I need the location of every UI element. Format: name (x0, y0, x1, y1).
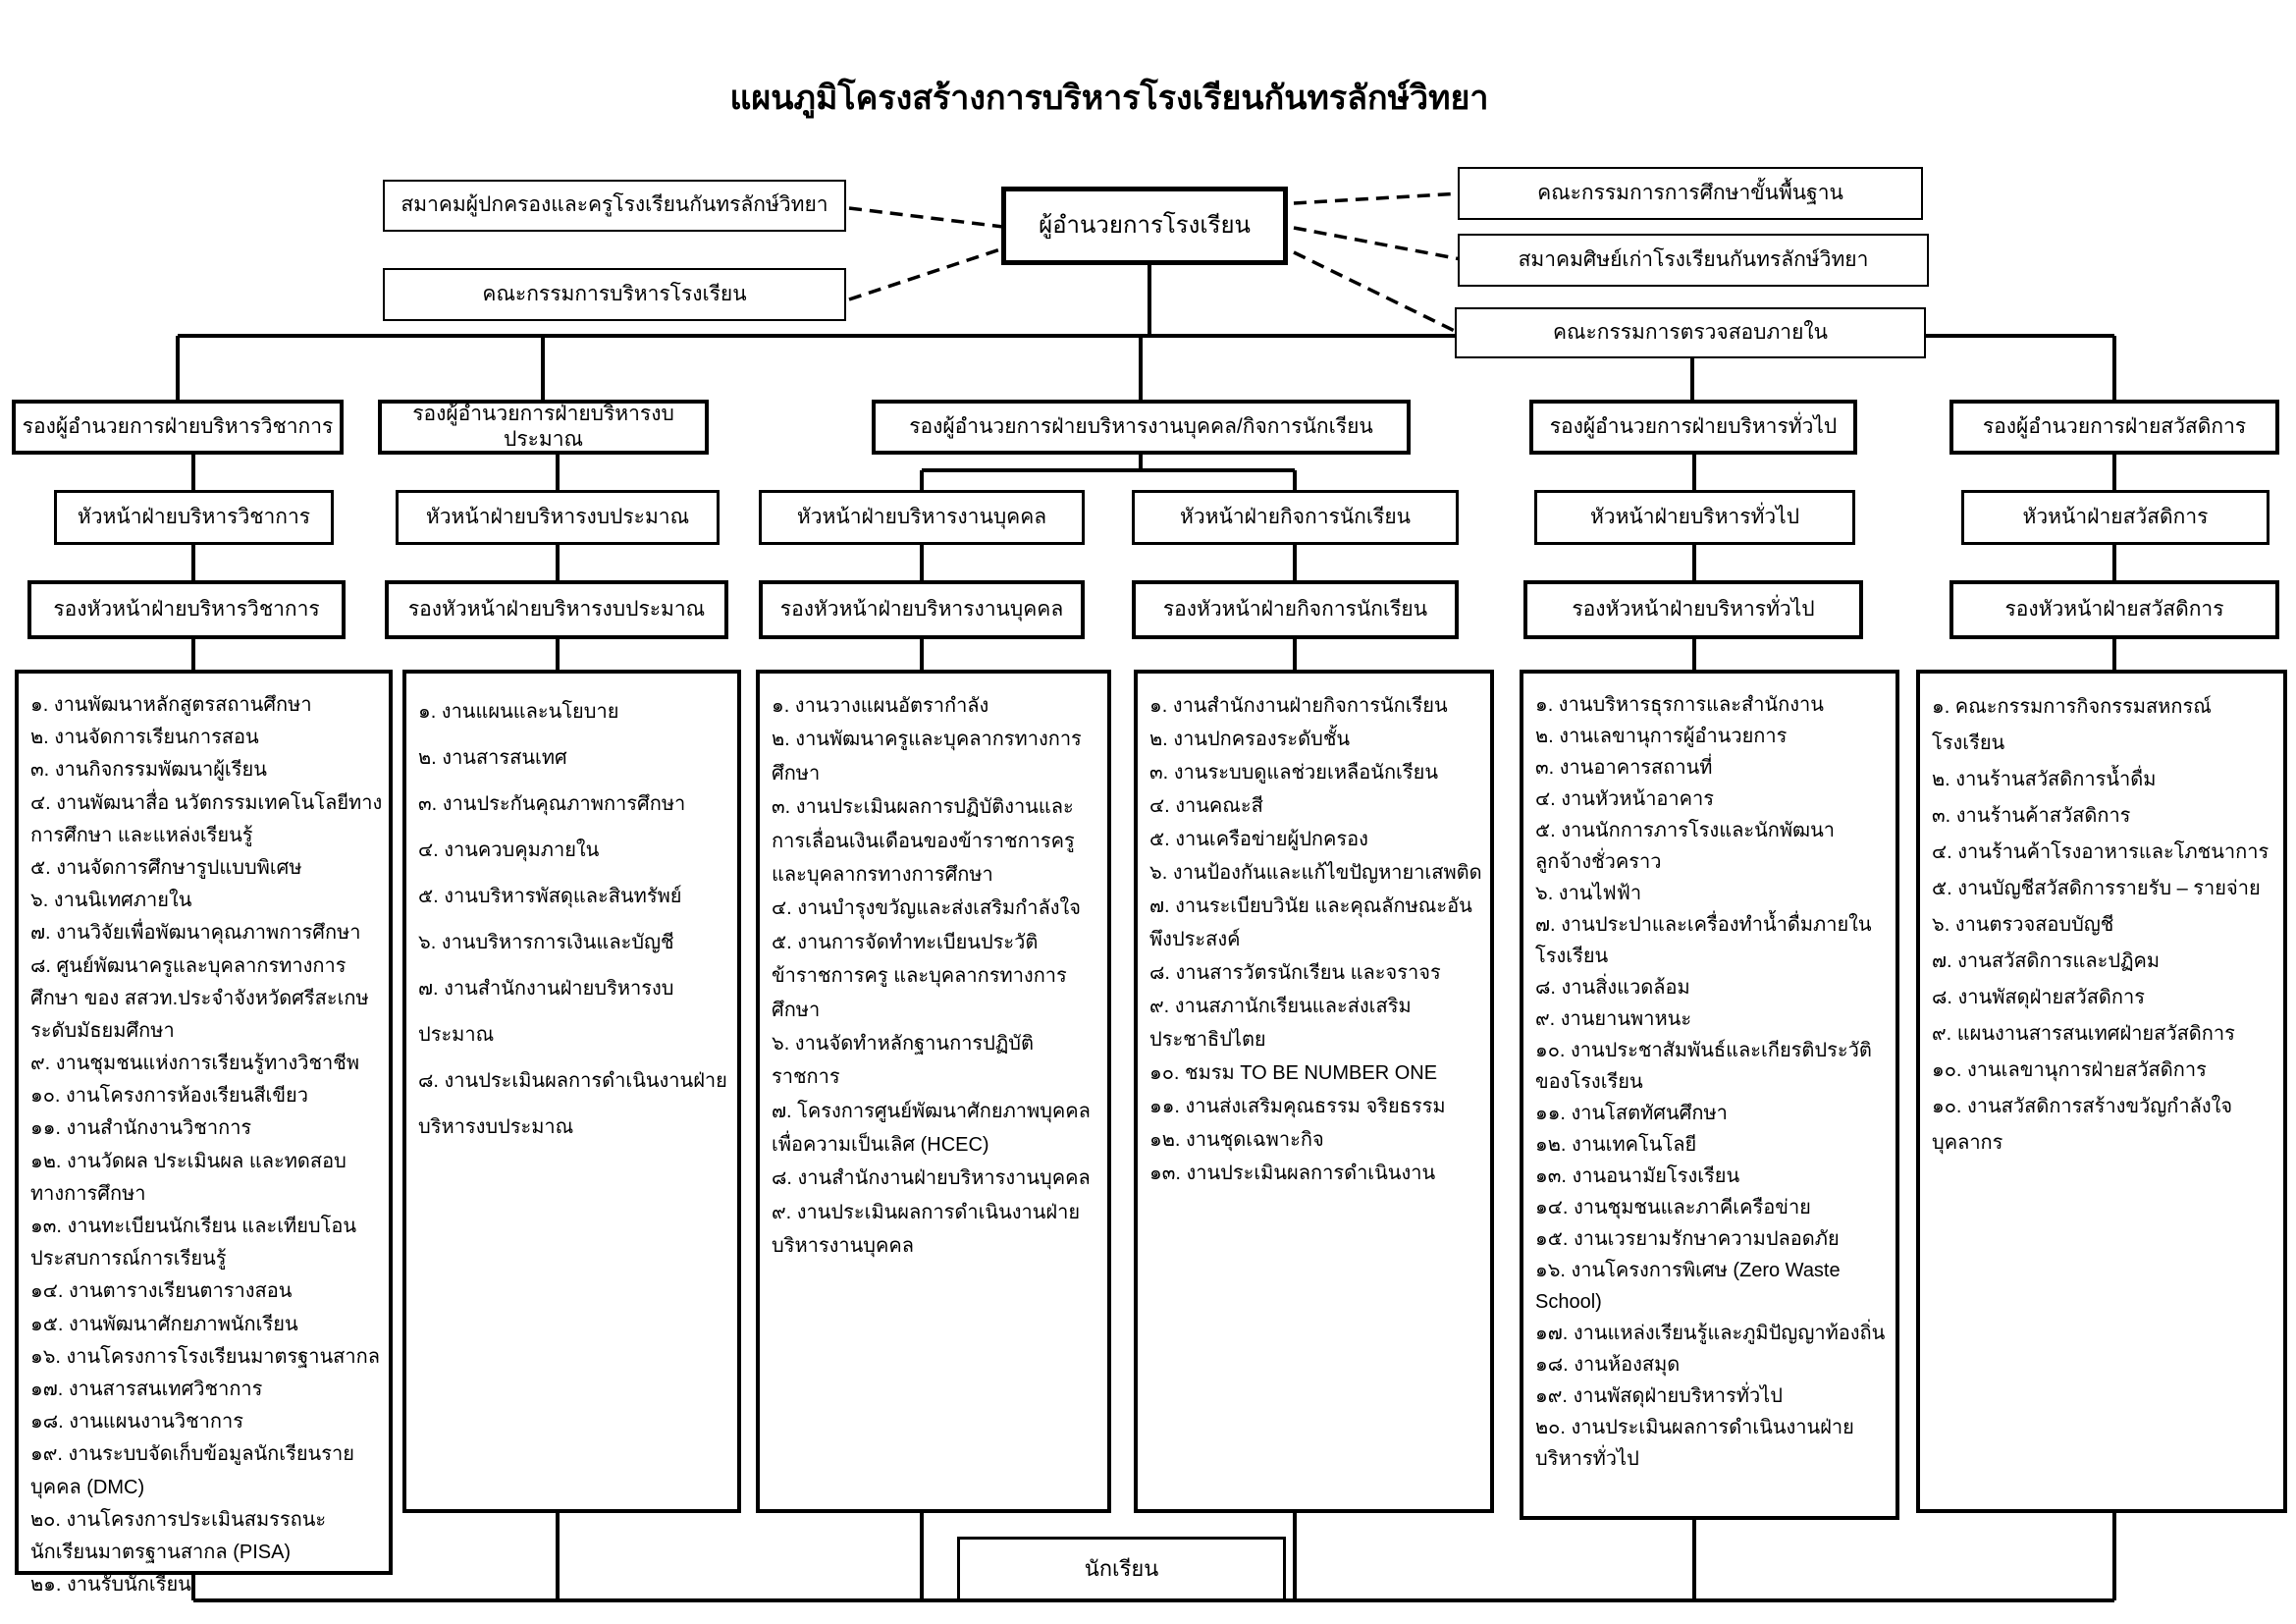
list-item: ๒. งานร้านสวัสดิการน้ำดื่ม (1932, 769, 2157, 790)
list-item: ๕. งานบัญชีสวัสดิการรายรับ – รายจ่าย (1932, 878, 2261, 899)
list-item: ๘. งานสำนักงานฝ่ายบริหารงานบุคคล (772, 1167, 1091, 1190)
list-item: ๙. แผนงานสารสนเทศฝ่ายสวัสดิการ (1932, 1023, 2235, 1045)
deputy-head-personnel-box: รองหัวหน้าฝ่ายบริหารงานบุคคล (759, 580, 1085, 639)
list-item: ๑. งานแผนและนโยบาย (418, 701, 619, 723)
list-item: ๒. งานพัฒนาครูและบุคลากรทางการศึกษา (772, 729, 1082, 785)
list-item: ๑๑. งานส่งเสริมคุณธรรม จริยธรรม (1149, 1096, 1446, 1117)
list-item: ๓. งานกิจกรรมพัฒนาผู้เรียน (30, 759, 267, 782)
parent-teacher-association-box: สมาคมผู้ปกครองและครูโรงเรียนกันทรลักษ์วิทยา (383, 180, 846, 232)
list-item: ๑๐. งานสวัสดิการสร้างขวัญกำลังใจบุคลากร (1932, 1096, 2233, 1154)
list-item: ๒๑. งานรับนักเรียน (30, 1574, 191, 1597)
duties-student-affairs-list (1134, 670, 1494, 1513)
basic-education-committee-box: คณะกรรมการการศึกษาขั้นพื้นฐาน (1458, 167, 1923, 220)
duties-budget-list (402, 670, 741, 1513)
list-item: ๑๒. งานเทคโนโลยี (1535, 1134, 1697, 1156)
list-item: ๒. งานสารสนเทศ (418, 747, 567, 769)
list-item: ๔. งานบำรุงขวัญและส่งเสริมกำลังใจ (772, 897, 1081, 920)
list-item: ๑๑. งานสำนักงานวิชาการ (30, 1117, 252, 1140)
list-item: ๑๕. งานเวรยามรักษาความปลอดภัย (1535, 1228, 1840, 1250)
list-item: ๑๓. งานอนามัยโรงเรียน (1535, 1165, 1740, 1187)
list-item: ๑๑. งานโสตทัศนศึกษา (1535, 1103, 1728, 1124)
list-item: ๔. งานพัฒนาสื่อ นวัตกรรมเทคโนโลยีทาง การศึกษา และแหล่งเรียนรู้ (30, 791, 383, 846)
list-item: ๕. งานนักการภารโรงและนักพัฒนา ลูกจ้างชั่วคราว (1535, 820, 1836, 873)
list-item: ๑๐. งานเลขานุการฝ่ายสวัสดิการ (1932, 1059, 2207, 1081)
list-item: ๑. คณะกรรมการกิจกรรมสหกรณ์โรงเรียน (1932, 696, 2212, 754)
list-item: ๘. งานสารวัตรนักเรียน และจราจร (1149, 962, 1441, 984)
list-item: ๒๐. งานโครงการประเมินสมรรถนะนักเรียนมาตรฐานสากล (PISA) (30, 1508, 327, 1563)
list-item: ๑๒. งานชุดเฉพาะกิจ (1149, 1129, 1324, 1151)
list-item: ๑๐. ชมรม TO BE NUMBER ONE (1149, 1062, 1438, 1084)
list-item: ๑๒. งานวัดผล ประเมินผล และทดสอบทางการศึกษา (30, 1150, 347, 1205)
list-item: ๖. งานตรวจสอบบัญชี (1932, 914, 2114, 936)
deputy-head-academic-box: รองหัวหน้าฝ่ายบริหารวิชาการ (27, 580, 346, 639)
list-item: ๘. งานพัสดุฝ่ายสวัสดิการ (1932, 987, 2145, 1008)
list-item: ๓. งานประกันคุณภาพการศึกษา (418, 793, 686, 815)
school-executive-committee-box: คณะกรรมการบริหารโรงเรียน (383, 268, 846, 321)
list-item: ๓. งานร้านค้าสวัสดิการ (1932, 805, 2131, 827)
deputy-head-budget-box: รองหัวหน้าฝ่ายบริหารงบประมาณ (385, 580, 728, 639)
duties-personnel-list (756, 670, 1111, 1513)
list-item: ๑. งานบริหารธุรการและสำนักงาน (1535, 694, 1824, 716)
list-item: ๑๔. งานตารางเรียนตารางสอน (30, 1280, 293, 1303)
list-item: ๑. งานวางแผนอัตรากำลัง (772, 695, 989, 717)
duties-general-admin-list (1520, 670, 1899, 1520)
list-item: ๑๗. งานสารสนเทศวิชาการ (30, 1378, 263, 1400)
list-item: ๙. งานประเมินผลการดำเนินงานฝ่ายบริหารงานบุคคล (772, 1201, 1081, 1258)
list-item: ๔. งานหัวหน้าอาคาร (1535, 788, 1715, 810)
list-item: ๓. งานอาคารสถานที่ (1535, 757, 1713, 779)
list-item: ๑๕. งานพัฒนาศักยภาพนักเรียน (30, 1313, 298, 1335)
list-item: ๖. งานป้องกันและแก้ไขปัญหายาเสพติด (1149, 862, 1482, 884)
list-item: ๙. งานยานพาหนะ (1535, 1008, 1692, 1030)
list-item: ๗. งานประปาและเครื่องทำน้ำดื่มภายในโรงเรียน (1535, 914, 1872, 967)
list-item: ๕. งานบริหารพัสดุและสินทรัพย์ (418, 886, 682, 907)
deputy-head-welfare-box: รองหัวหน้าฝ่ายสวัสดิการ (1949, 580, 2279, 639)
list-item: ๓. งานประเมินผลการปฏิบัติงานและการเลื่อนเงินเดือนของข้าราชการครูและบุคลากรทางการศึกษา (772, 796, 1075, 886)
list-item: ๘. ศูนย์พัฒนาครูและบุคลากรทางการศึกษา ของ สสวท.ประจำจังหวัดศรีสะเกษ ระดับมัธยมศึกษา (30, 954, 369, 1042)
list-item: ๑. งานพัฒนาหลักสูตรสถานศึกษา (30, 694, 312, 716)
list-item: ๑๘. งานแผนงานวิชาการ (30, 1411, 243, 1434)
list-item: ๑. งานสำนักงานฝ่ายกิจการนักเรียน (1149, 695, 1448, 717)
deputy-academic-box: รองผู้อำนวยการฝ่ายบริหารวิชาการ (12, 400, 344, 455)
head-student-affairs-box: หัวหน้าฝ่ายกิจการนักเรียน (1132, 490, 1459, 545)
list-item: ๕. งานเครือข่ายผู้ปกครอง (1149, 829, 1368, 850)
list-item: ๒. งานจัดการเรียนการสอน (30, 727, 259, 749)
head-personnel-box: หัวหน้าฝ่ายบริหารงานบุคคล (759, 490, 1085, 545)
list-item: ๑๐. งานโครงการห้องเรียนสีเขียว (30, 1085, 308, 1108)
head-welfare-box: หัวหน้าฝ่ายสวัสดิการ (1961, 490, 2269, 545)
deputy-budget-box: รองผู้อำนวยการฝ่ายบริหารงบประมาณ (378, 400, 709, 455)
internal-audit-committee-box: คณะกรรมการตรวจสอบภายใน (1455, 307, 1926, 358)
list-item: ๖. งานจัดทำหลักฐานการปฏิบัติราชการ (772, 1032, 1034, 1089)
head-general-admin-box: หัวหน้าฝ่ายบริหารทั่วไป (1534, 490, 1855, 545)
list-item: ๑๗. งานแหล่งเรียนรู้และภูมิปัญญาท้องถิ่น (1535, 1323, 1886, 1344)
list-item: ๒. งานเลขานุการผู้อำนวยการ (1535, 726, 1788, 747)
list-item: ๗. โครงการศูนย์พัฒนาศักยภาพบุคคลเพื่อความเป็นเลิศ (HCEC) (772, 1100, 1091, 1157)
list-item: ๙. งานสภานักเรียนและส่งเสริมประชาธิปไตย (1149, 996, 1412, 1051)
list-item: ๔. งานร้านค้าโรงอาหารและโภชนาการ (1932, 841, 2269, 863)
list-item: ๖. งานไฟฟ้า (1535, 883, 1642, 904)
list-item: ๑๖. งานโครงการโรงเรียนมาตรฐานสากล (30, 1345, 380, 1368)
list-item: ๑๐. งานประชาสัมพันธ์และเกียรติประวัติของโรงเรียน (1535, 1040, 1872, 1093)
deputy-welfare-box: รองผู้อำนวยการฝ่ายสวัสดิการ (1949, 400, 2279, 455)
list-item: ๙. งานชุมชนแห่งการเรียนรู้ทางวิชาชีพ (30, 1053, 360, 1075)
duties-academic-list (15, 670, 393, 1597)
duties-welfare-list (1916, 670, 2287, 1513)
list-item: ๔. งานคณะสี (1149, 795, 1263, 817)
head-budget-box: หัวหน้าฝ่ายบริหารงบประมาณ (396, 490, 720, 545)
list-item: ๘. งานประเมินผลการดำเนินงานฝ่ายบริหารงบประมาณ (418, 1070, 727, 1138)
list-item: ๗. งานสวัสดิการและปฏิคม (1932, 950, 2161, 972)
list-item: ๕. งานการจัดทำทะเบียนประวัติข้าราชการครู และบุคลากรทางการศึกษา (772, 931, 1067, 1021)
list-item: ๒. งานปกครองระดับชั้น (1149, 729, 1351, 750)
chart-title: แผนภูมิโครงสร้างการบริหารโรงเรียนกันทรลักษ์วิทยา (729, 80, 1489, 117)
list-item: ๓. งานระบบดูแลช่วยเหลือนักเรียน (1149, 762, 1439, 784)
list-item: ๘. งานสิ่งแวดล้อม (1535, 977, 1690, 999)
list-item: ๑๖. งานโครงการพิเศษ (Zero Waste School) (1535, 1260, 1841, 1313)
list-item: ๑๔. งานชุมชนและภาคีเครือข่าย (1535, 1197, 1811, 1218)
deputy-head-student-affairs-box: รองหัวหน้าฝ่ายกิจการนักเรียน (1132, 580, 1459, 639)
list-item: ๒๐. งานประเมินผลการดำเนินงานฝ่ายบริหารทั่วไป (1535, 1417, 1854, 1470)
head-academic-box: หัวหน้าฝ่ายบริหารวิชาการ (54, 490, 334, 545)
school-director-box: ผู้อำนวยการโรงเรียน (1001, 187, 1288, 265)
list-item: ๑๘. งานห้องสมุด (1535, 1354, 1681, 1376)
deputy-head-general-admin-box: รองหัวหน้าฝ่ายบริหารทั่วไป (1523, 580, 1863, 639)
list-item: ๑๙. งานระบบจัดเก็บข้อมูลนักเรียนรายบุคคล (DMC) (30, 1443, 354, 1498)
list-item: ๕. งานจัดการศึกษารูปแบบพิเศษ (30, 856, 302, 879)
deputy-personnel-student-affairs-box: รองผู้อำนวยการฝ่ายบริหารงานบุคคล/กิจการนักเรียน (872, 400, 1411, 455)
list-item: ๖. งานบริหารการเงินและบัญชี (418, 932, 674, 953)
students-box: นักเรียน (957, 1537, 1286, 1601)
list-item: ๑๓. งานประเมินผลการดำเนินงาน (1149, 1163, 1436, 1184)
alumni-association-box: สมาคมศิษย์เก่าโรงเรียนกันทรลักษ์วิทยา (1458, 234, 1929, 287)
list-item: ๔. งานควบคุมภายใน (418, 839, 600, 861)
list-item: ๑๓. งานทะเบียนนักเรียน และเทียบโอนประสบการณ์การเรียนรู้ (30, 1216, 357, 1271)
list-item: ๖. งานนิเทศภายใน (30, 890, 192, 912)
list-item: ๗. งานวิจัยเพื่อพัฒนาคุณภาพการศึกษา (30, 922, 361, 945)
list-item: ๑๙. งานพัสดุฝ่ายบริหารทั่วไป (1535, 1385, 1783, 1407)
list-item: ๗. งานระเบียบวินัย และคุณลักษณะอันพึงประสงค์ (1149, 895, 1472, 950)
list-item: ๗. งานสำนักงานฝ่ายบริหารงบประมาณ (418, 978, 674, 1046)
deputy-general-admin-box: รองผู้อำนวยการฝ่ายบริหารทั่วไป (1529, 400, 1857, 455)
